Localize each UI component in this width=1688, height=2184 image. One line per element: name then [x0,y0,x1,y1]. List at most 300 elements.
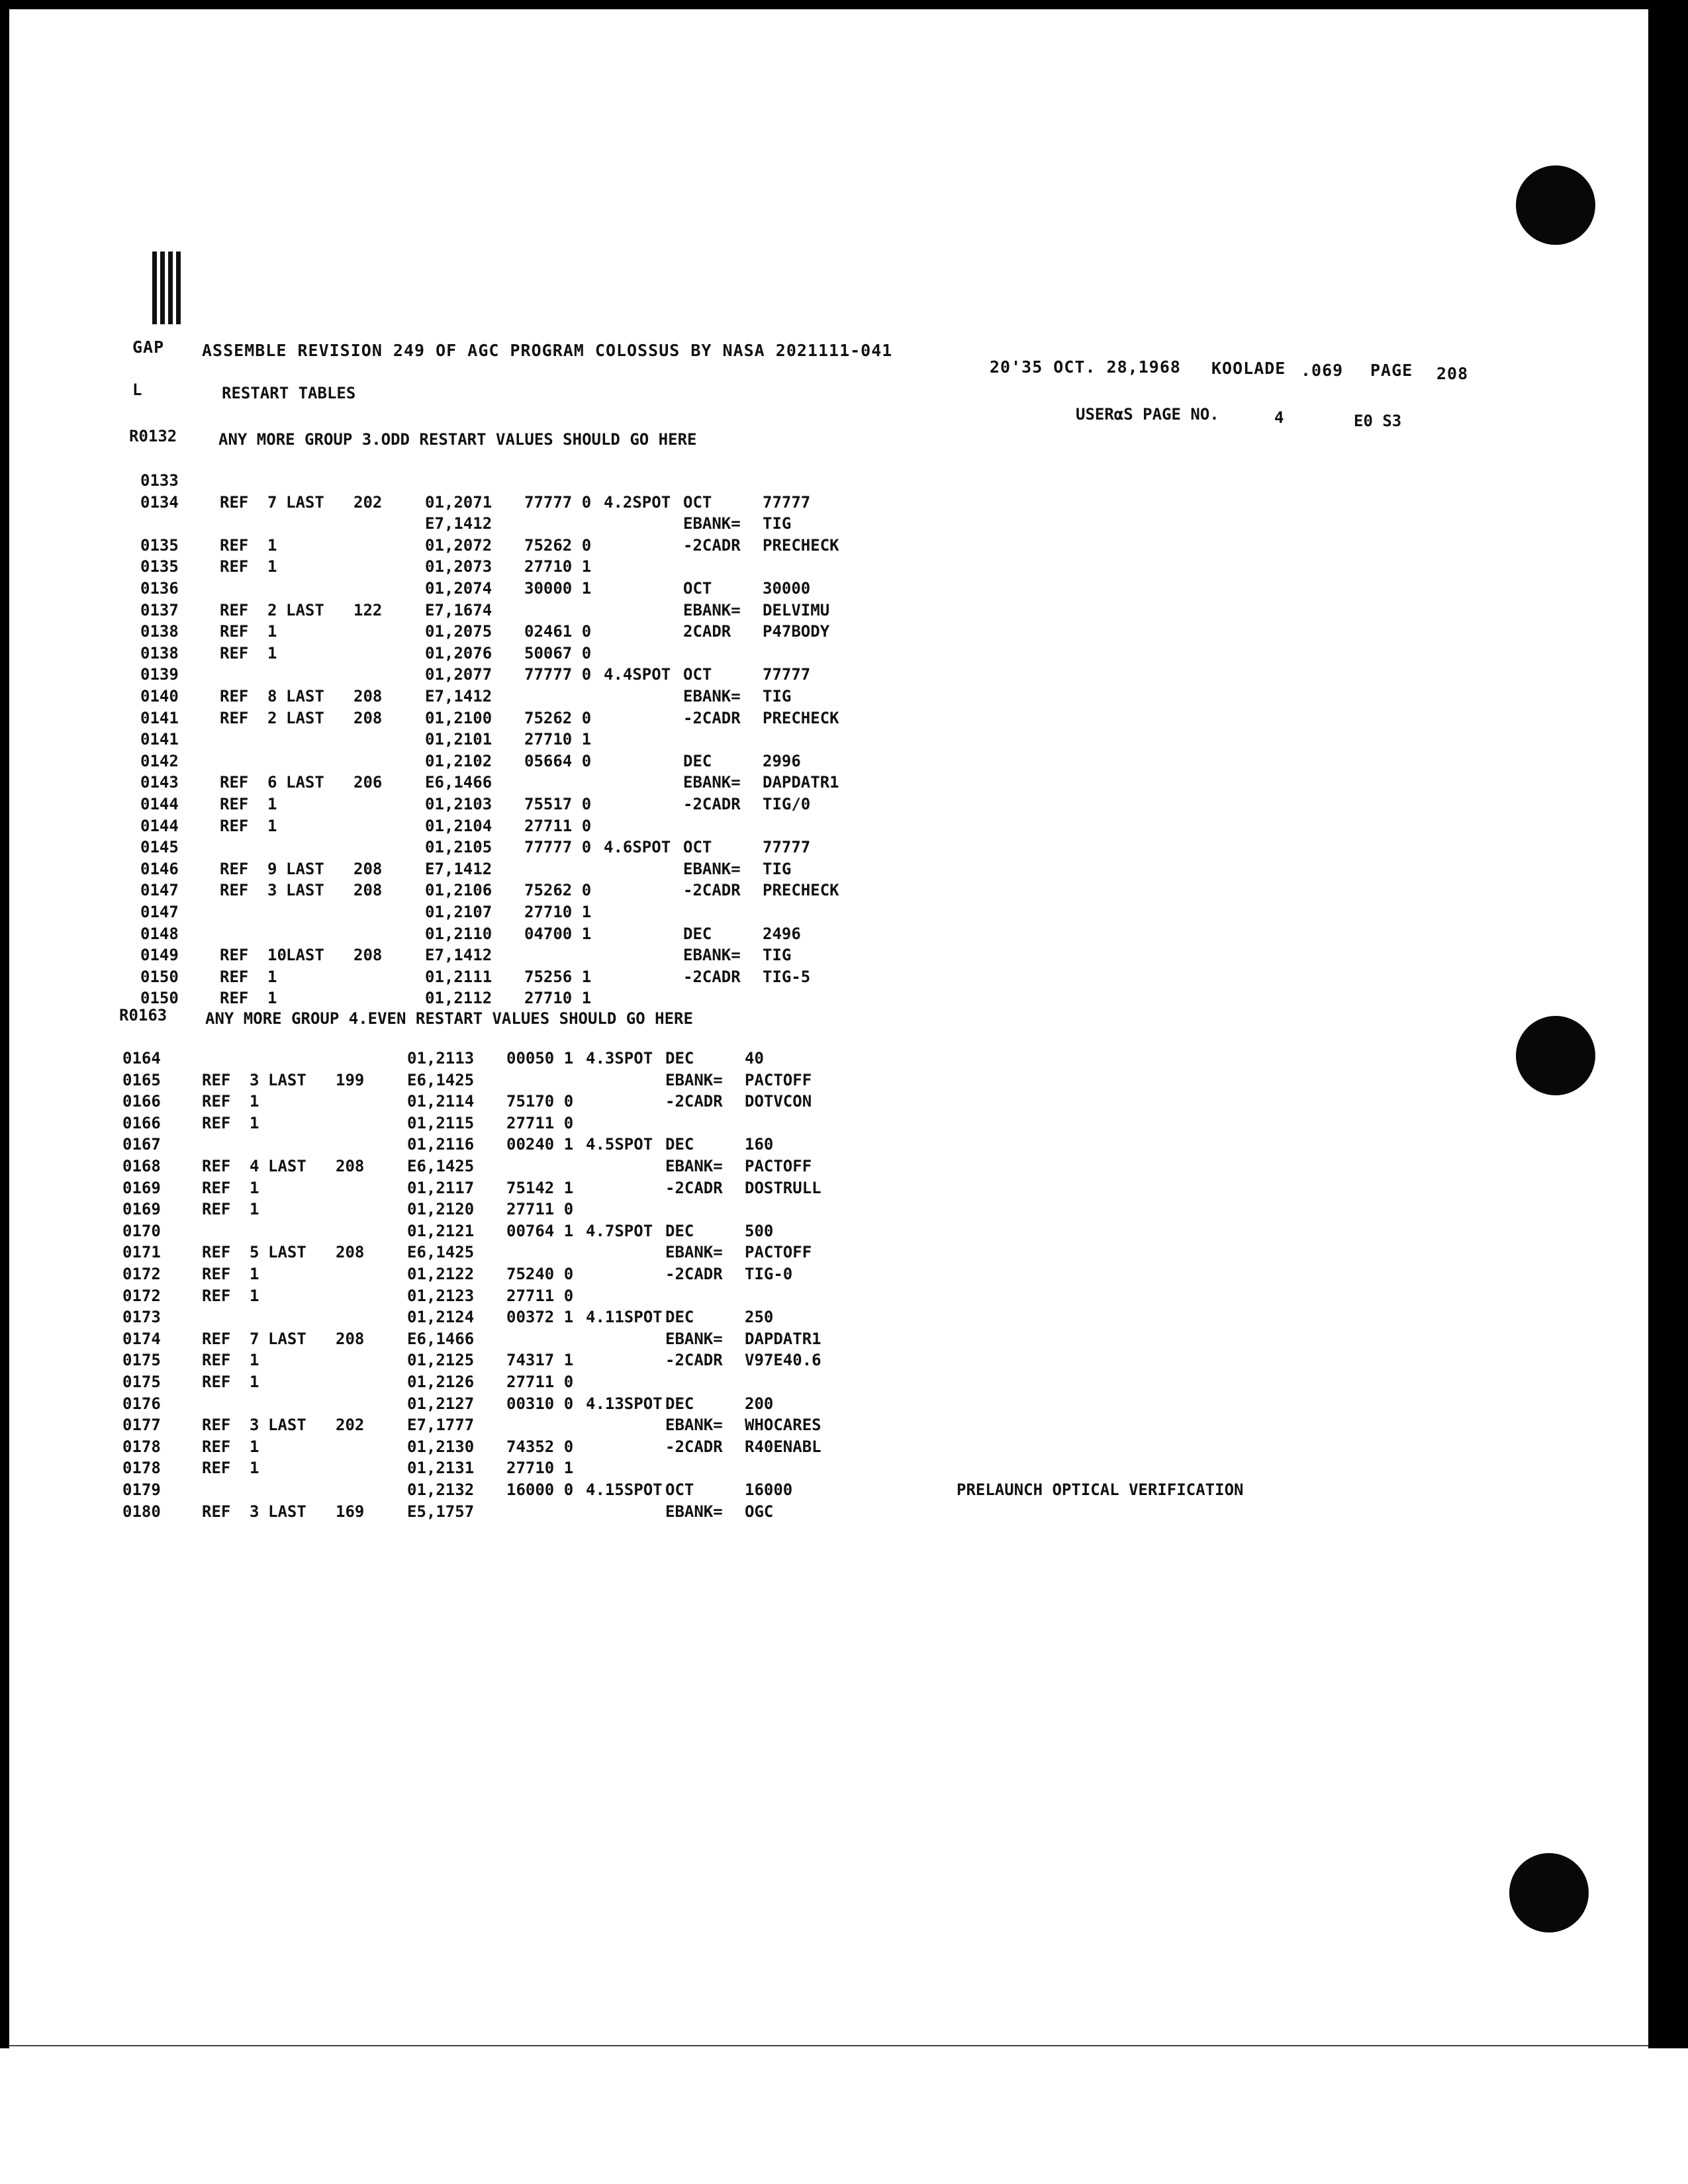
cell-op: -2CADR [665,1265,723,1283]
cell-line: 0179 [122,1480,161,1499]
cell-cnt: 1 [267,643,277,662]
cell-opd: TIG-5 [763,967,811,986]
cell-addr: E7,1777 [407,1416,475,1435]
cell-opd: 250 [745,1308,774,1327]
listing-row [140,687,1398,708]
cell-opd: TIG/0 [763,795,811,813]
cell-lastn: 122 [353,600,383,619]
cell-word: 27711 0 [506,1200,574,1219]
listing-row [140,968,1398,989]
binder-tick-marks [151,251,184,324]
listing-row [140,752,1398,773]
cell-last: LAST [268,1416,306,1435]
cell-op: DEC [683,924,712,943]
page-bottom-edge [9,2045,1648,2046]
listing-row [122,1373,1380,1394]
listing-row [140,881,1398,902]
cell-line: 0168 [122,1157,161,1175]
cell-word: 27710 1 [524,730,592,749]
cell-word: 00240 1 [506,1135,574,1154]
cell-word: 27711 0 [506,1113,574,1132]
cell-word: 00050 1 [506,1049,574,1068]
cell-opd: 160 [745,1135,774,1154]
page-title: ASSEMBLE REVISION 249 OF AGC PROGRAM COLOSSUS BY NASA 2021111-041 [202,341,893,360]
cell-line: 0133 [140,471,179,490]
cell-line: 0146 [140,859,179,878]
cell-ref: REF [220,557,249,576]
cell-ref: REF [220,492,249,512]
cell-addr: 01,2104 [425,816,492,835]
cell-word: 77777 0 [524,492,592,512]
scan-left-edge [0,0,9,2048]
cell-addr: 01,2117 [407,1178,475,1197]
cell-last: LAST [286,687,324,705]
cell-line: 0165 [122,1070,161,1089]
listing-row [122,1330,1380,1351]
cell-line: 0164 [122,1049,161,1068]
cell-cnt: 1 [250,1459,259,1478]
cell-ref: REF [202,1459,231,1478]
cell-opd: TIG [763,514,792,533]
cell-opd: PRECHECK [763,708,839,727]
cell-opd: 2496 [763,924,801,943]
cell-addr: 01,2127 [407,1394,475,1413]
cell-cnt: 1 [250,1373,259,1391]
cell-word: 27711 0 [506,1286,574,1305]
listing-row [140,817,1398,838]
cell-ref: REF [220,643,249,662]
cell-lbl: 4.4SPOT [604,665,671,684]
cell-opd: PRECHECK [763,535,839,555]
cell-lastn: 202 [336,1416,365,1435]
listing-row [140,925,1398,946]
scan-right-edge [1648,0,1688,2048]
cell-op: EBANK= [665,1416,723,1435]
cell-line: 0145 [140,838,179,857]
cell-addr: E6,1425 [407,1070,475,1089]
cell-addr: E6,1466 [425,773,492,792]
cell-addr: 01,2077 [425,665,492,684]
cell-cnt: 1 [267,989,277,1008]
comment-text: ANY MORE GROUP 3.ODD RESTART VALUES SHOULD GO HERE [218,430,697,449]
cell-last: LAST [286,708,324,727]
listing-row [140,860,1398,881]
bank-label: E0 S3 [1354,412,1402,430]
cell-addr: 01,2111 [425,967,492,986]
cell-cnt: 1 [250,1178,259,1197]
cell-lbl: 4.6SPOT [604,838,671,857]
cell-opd: 77777 [763,492,811,512]
cell-cnt: 1 [250,1113,259,1132]
cell-op: -2CADR [683,967,741,986]
cell-ref: REF [220,622,249,641]
cell-word: 74317 1 [506,1351,574,1370]
cell-line: 0144 [140,816,179,835]
cell-line: 0148 [140,924,179,943]
listing-row [122,1437,1380,1459]
cell-lastn: 169 [336,1502,365,1521]
cell-addr: E6,1466 [407,1329,475,1348]
cell-line: 0143 [140,773,179,792]
cell-cnt: 6 [267,773,277,792]
cell-cnt: 1 [250,1286,259,1305]
cell-opd: PACTOFF [745,1243,812,1262]
cell-cnt: 3 [250,1416,259,1435]
listing-row [140,471,1398,492]
cell-opd: V97E40.6 [745,1351,821,1370]
cell-opd: WHOCARES [745,1416,821,1435]
cell-lastn: 206 [353,773,383,792]
cell-opd: PRECHECK [763,881,839,900]
listing-row [122,1243,1380,1264]
cell-opd: PACTOFF [745,1070,812,1089]
cell-cnt: 4 [250,1157,259,1175]
cell-opd: 77777 [763,665,811,684]
listing-row [122,1157,1380,1178]
listing-row [140,536,1398,557]
cell-addr: 01,2107 [425,903,492,921]
cell-line: 0138 [140,622,179,641]
cell-cnt: 1 [250,1437,259,1456]
cell-opd: DELVIMU [763,600,830,619]
cell-last: LAST [286,946,324,965]
cell-word: 75142 1 [506,1178,574,1197]
cell-word: 27711 0 [506,1373,574,1391]
cell-lastn: 208 [336,1329,365,1348]
listing-type: L [132,381,142,399]
listing-row [140,903,1398,924]
cell-last: LAST [286,859,324,878]
cell-word: 77777 0 [524,665,592,684]
cell-op: EBANK= [665,1502,723,1521]
header-suffix: .069 [1301,361,1344,380]
scan-top-edge [0,0,1688,9]
listing-row [140,946,1398,967]
cell-cnt: 7 [267,492,277,512]
cell-opd: TIG-0 [745,1265,793,1283]
cell-ref: REF [202,1070,231,1089]
cell-lastn: 208 [353,859,383,878]
listing-row [122,1308,1380,1329]
cell-last: LAST [268,1070,306,1089]
cell-lastn: 199 [336,1070,365,1089]
cell-line: 0166 [122,1113,161,1132]
listing-row [122,1416,1380,1437]
listing-row [122,1480,1380,1502]
cell-lastn: 208 [353,687,383,705]
cell-ref: REF [202,1265,231,1283]
cell-addr: 01,2125 [407,1351,475,1370]
listing-row [140,493,1398,514]
cell-line: 0178 [122,1459,161,1478]
listing-row [140,989,1398,1010]
cell-op: -2CADR [683,535,741,555]
cell-line: 0147 [140,881,179,900]
listing-row [140,644,1398,665]
cell-cnt: 1 [250,1200,259,1219]
cell-op: DEC [665,1221,694,1240]
cell-ref: REF [220,859,249,878]
cell-cnt: 1 [250,1351,259,1370]
cell-lastn: 208 [336,1243,365,1262]
listing-row [122,1114,1380,1135]
cell-ref: REF [202,1373,231,1391]
cell-cnt: 1 [267,557,277,576]
cell-opd: 500 [745,1221,774,1240]
cell-addr: E7,1412 [425,514,492,533]
cell-op: EBANK= [665,1243,723,1262]
cell-line: 0176 [122,1394,161,1413]
cell-op: OCT [665,1480,694,1499]
cell-cnt: 7 [250,1329,259,1348]
cell-addr: 01,2124 [407,1308,475,1327]
cell-ref: REF [202,1113,231,1132]
cell-addr: 01,2120 [407,1200,475,1219]
listing-row [140,838,1398,859]
cell-addr: 01,2100 [425,708,492,727]
cell-line: 0135 [140,535,179,555]
cell-opd: DOSTRULL [745,1178,821,1197]
cell-word: 75262 0 [524,881,592,900]
cell-word: 16000 0 [506,1480,574,1499]
cell-cnt: 8 [267,687,277,705]
cell-line: 0141 [140,730,179,749]
cell-word: 75262 0 [524,535,592,555]
cell-last: LAST [286,773,324,792]
cell-line: 0175 [122,1373,161,1391]
cell-ref: REF [202,1157,231,1175]
header-page-number: 208 [1436,364,1469,383]
cell-opd: 16000 [745,1480,793,1499]
punch-hole-bottom [1509,1853,1589,1933]
cell-ref: REF [202,1243,231,1262]
cell-addr: 01,2073 [425,557,492,576]
cell-lastn: 208 [336,1157,365,1175]
cell-line: 0136 [140,579,179,598]
cell-op: DEC [665,1394,694,1413]
cell-lastn: 208 [353,946,383,965]
cell-last: LAST [268,1243,306,1262]
cell-word: 02461 0 [524,622,592,641]
cell-word: 00310 0 [506,1394,574,1413]
cell-opd: PACTOFF [745,1157,812,1175]
cell-op: EBANK= [683,600,741,619]
cell-addr: 01,2116 [407,1135,475,1154]
listing-row [122,1265,1380,1286]
cell-op: OCT [683,579,712,598]
cell-addr: 01,2123 [407,1286,475,1305]
listing-row [140,579,1398,600]
cell-addr: 01,2113 [407,1049,475,1068]
cell-cnt: 1 [267,816,277,835]
cell-line: 0169 [122,1200,161,1219]
listing-row [122,1351,1380,1372]
punch-hole-top [1516,165,1595,245]
cell-opd: OGC [745,1502,774,1521]
cell-addr: 01,2114 [407,1092,475,1111]
cell-last: LAST [268,1157,306,1175]
cell-word: 74352 0 [506,1437,574,1456]
cell-word: 75517 0 [524,795,592,813]
listing-row [122,1200,1380,1221]
cell-op: DEC [665,1308,694,1327]
cell-addr: 01,2075 [425,622,492,641]
cell-line: 0139 [140,665,179,684]
cell-lastn: 208 [353,708,383,727]
cell-line: 0170 [122,1221,161,1240]
cell-cnt: 1 [250,1265,259,1283]
cell-op: DEC [665,1049,694,1068]
cell-addr: E6,1425 [407,1243,475,1262]
cell-word: 00372 1 [506,1308,574,1327]
cell-line: 0167 [122,1135,161,1154]
cell-word: 05664 0 [524,751,592,770]
cell-addr: 01,2122 [407,1265,475,1283]
listing-row [122,1071,1380,1092]
cell-last: LAST [286,881,324,900]
cell-addr: 01,2121 [407,1221,475,1240]
comment-line-number: R0163 [119,1006,167,1024]
cell-ref: REF [220,816,249,835]
cell-word: 75262 0 [524,708,592,727]
listing-row [122,1287,1380,1308]
cell-opd: 40 [745,1049,764,1068]
cell-addr: 01,2131 [407,1459,475,1478]
cell-opd: 200 [745,1394,774,1413]
cell-addr: 01,2110 [425,924,492,943]
cell-addr: 01,2132 [407,1480,475,1499]
cell-word: 27710 1 [524,989,592,1008]
cell-lbl: 4.3SPOT [586,1049,653,1068]
cell-addr: 01,2112 [425,989,492,1008]
cell-line: 0169 [122,1178,161,1197]
cell-word: 27710 1 [524,557,592,576]
cell-word: 30000 1 [524,579,592,598]
listing-row [140,730,1398,751]
cell-addr: 01,2072 [425,535,492,555]
cell-op: EBANK= [665,1070,723,1089]
cell-addr: E7,1674 [425,600,492,619]
header-page-label: PAGE [1370,361,1413,380]
cell-addr: 01,2102 [425,751,492,770]
cell-opd: 30000 [763,579,811,598]
cell-opd: TIG [763,859,792,878]
cell-opd: 2996 [763,751,801,770]
header-time-date: 20'35 OCT. 28,1968 [990,357,1181,377]
cell-op: EBANK= [665,1157,723,1175]
punch-hole-middle [1516,1016,1595,1095]
cell-cnt: 3 [267,881,277,900]
cell-ref: REF [220,687,249,705]
cell-ref: REF [220,600,249,619]
listing-row [122,1222,1380,1243]
cell-line: 0147 [140,903,179,921]
cell-addr: 01,2105 [425,838,492,857]
cell-line: 0172 [122,1265,161,1283]
cell-last: LAST [268,1329,306,1348]
cell-ref: REF [202,1178,231,1197]
cell-word: 75170 0 [506,1092,574,1111]
cell-op: DEC [665,1135,694,1154]
cell-line: 0178 [122,1437,161,1456]
cell-line: 0144 [140,795,179,813]
cell-lbl: 4.7SPOT [586,1221,653,1240]
cell-ref: REF [202,1286,231,1305]
cell-cnt: 2 [267,708,277,727]
listing-row [122,1092,1380,1113]
cell-ref: REF [202,1092,231,1111]
cell-addr: 01,2115 [407,1113,475,1132]
cell-op: -2CADR [665,1178,723,1197]
cell-addr: 01,2074 [425,579,492,598]
cell-lbl: 4.2SPOT [604,492,671,512]
cell-op: -2CADR [683,881,741,900]
cell-cnt: 1 [267,967,277,986]
cell-lbl: 4.13SPOT [586,1394,663,1413]
cell-last: LAST [286,600,324,619]
listing-row [122,1459,1380,1480]
user-page-number: 4 [1274,408,1284,427]
cell-line: 0166 [122,1092,161,1111]
cell-lastn: 202 [353,492,383,512]
cell-addr: 01,2076 [425,643,492,662]
cell-line: 0175 [122,1351,161,1370]
cell-cnt: 1 [267,622,277,641]
cell-lbl: 4.11SPOT [586,1308,663,1327]
cell-line: 0137 [140,600,179,619]
cell-ref: REF [220,708,249,727]
cell-op: EBANK= [683,514,741,533]
listing-row [122,1502,1380,1524]
cell-opd: TIG [763,687,792,705]
cell-word: 75240 0 [506,1265,574,1283]
cell-line: 0150 [140,989,179,1008]
cell-line: 0142 [140,751,179,770]
cell-ref: REF [220,989,249,1008]
comment-text: ANY MORE GROUP 4.EVEN RESTART VALUES SHOULD GO HERE [205,1009,693,1028]
cell-op: -2CADR [683,795,741,813]
cell-cnt: 1 [267,535,277,555]
cell-last: LAST [268,1502,306,1521]
cell-addr: 01,2103 [425,795,492,813]
cell-ref: REF [220,795,249,813]
cell-op: -2CADR [665,1437,723,1456]
cell-line: 0140 [140,687,179,705]
cell-ref: REF [202,1502,231,1521]
cell-opd: R40ENABL [745,1437,821,1456]
cell-line: 0177 [122,1416,161,1435]
cell-line: 0173 [122,1308,161,1327]
cell-op: EBANK= [683,687,741,705]
cell-addr: E7,1412 [425,859,492,878]
cell-ref: REF [202,1416,231,1435]
cell-cnt: 10 [267,946,287,965]
cell-word: 27710 1 [524,903,592,921]
cell-ref: REF [220,535,249,555]
cell-word: 27711 0 [524,816,592,835]
cell-ref: REF [220,946,249,965]
cell-op: DEC [683,751,712,770]
cell-word: 75256 1 [524,967,592,986]
cell-op: OCT [683,492,712,512]
cell-line: 0138 [140,643,179,662]
header-left-mark: GAP [132,338,165,357]
cell-addr: 01,2130 [407,1437,475,1456]
cell-op: EBANK= [683,773,741,792]
cell-addr: E7,1412 [425,687,492,705]
cell-line: 0134 [140,492,179,512]
listing-row [140,709,1398,730]
